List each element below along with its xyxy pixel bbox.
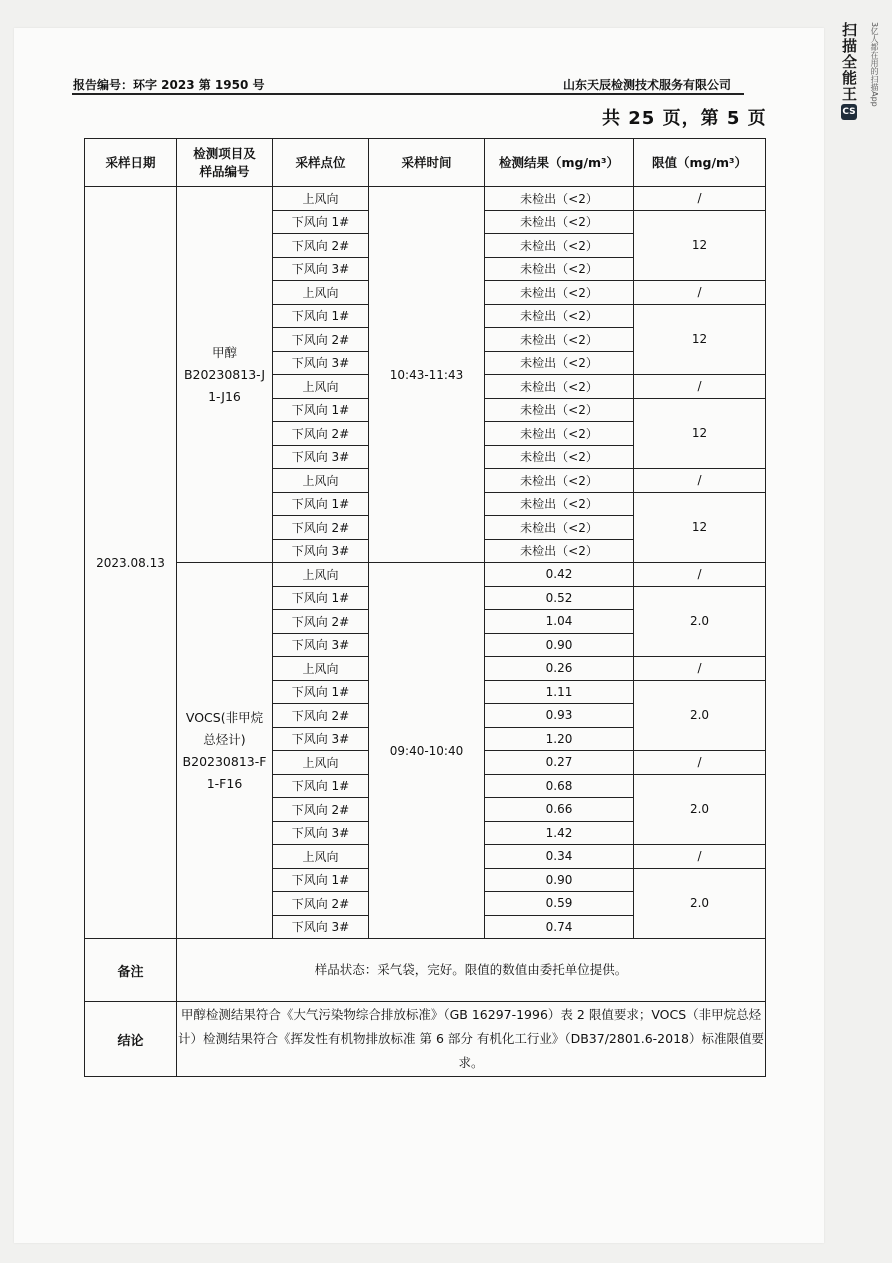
test-item xyxy=(177,187,273,563)
limit-downwind: 12 xyxy=(634,304,766,375)
sampling-time: 10:43-11:43 xyxy=(369,187,485,563)
sampling-location: 下风向 2# xyxy=(273,892,369,916)
test-result: 未检出（<2） xyxy=(485,422,634,446)
scanner-tagline: 3亿人都在用的扫描App xyxy=(870,22,879,107)
item-name: 甲醇 xyxy=(211,344,237,360)
sampling-location: 下风向 1# xyxy=(273,304,369,328)
note-text: 样品状态：采气袋，完好。限值的数值由委托单位提供。 xyxy=(177,939,766,1002)
note-label: 备注 xyxy=(85,939,177,1002)
sampling-location: 下风向 2# xyxy=(273,234,369,258)
test-result: 0.34 xyxy=(485,845,634,869)
test-result: 未检出（<2） xyxy=(485,516,634,540)
item-name-line2: 总烃计) xyxy=(203,731,246,747)
conclusion-row xyxy=(85,1002,766,1077)
sampling-location: 下风向 3# xyxy=(273,727,369,751)
table-row xyxy=(85,563,766,587)
sampling-location: 上风向 xyxy=(273,187,369,211)
sampling-location: 上风向 xyxy=(273,563,369,587)
sampling-location: 下风向 3# xyxy=(273,445,369,469)
header-item-line1: 检测项目及 xyxy=(193,145,256,161)
limit-downwind: 12 xyxy=(634,492,766,563)
limit-upwind: / xyxy=(634,375,766,399)
test-result: 0.27 xyxy=(485,751,634,775)
limit-downwind: 2.0 xyxy=(634,774,766,845)
header-limit: 限值（mg/m³） xyxy=(634,139,766,187)
test-result: 0.90 xyxy=(485,633,634,657)
sampling-location: 下风向 1# xyxy=(273,868,369,892)
note-row xyxy=(85,939,766,1002)
sampling-location: 下风向 2# xyxy=(273,422,369,446)
sampling-location: 下风向 1# xyxy=(273,680,369,704)
sampling-location: 下风向 3# xyxy=(273,633,369,657)
test-result: 1.42 xyxy=(485,821,634,845)
test-result: 1.04 xyxy=(485,610,634,634)
test-result: 0.68 xyxy=(485,774,634,798)
test-result: 未检出（<2） xyxy=(485,210,634,234)
scanner-brand: 扫描全能王 xyxy=(840,22,858,102)
test-result: 未检出（<2） xyxy=(485,351,634,375)
sampling-location: 下风向 3# xyxy=(273,821,369,845)
limit-downwind: 12 xyxy=(634,398,766,469)
conclusion-label: 结论 xyxy=(85,1002,177,1077)
report-number: 报告编号：环字 2023 第 1950 号 xyxy=(73,78,265,92)
header-location: 采样点位 xyxy=(273,139,369,187)
header-item xyxy=(177,139,273,187)
table-header-row xyxy=(85,139,766,187)
sampling-date: 2023.08.13 xyxy=(85,187,177,939)
header-item-line2: 样品编号 xyxy=(199,163,250,179)
limit-downwind: 2.0 xyxy=(634,586,766,657)
test-result: 未检出（<2） xyxy=(485,398,634,422)
test-result: 未检出（<2） xyxy=(485,187,634,211)
sampling-location: 上风向 xyxy=(273,845,369,869)
conclusion-text: 甲醇检测结果符合《大气污染物综合排放标准》（GB 16297-1996）表 2 限值要求；VOCS（非甲烷总烃计）检测结果符合《挥发性有机物排放标准 第 6 部分 有机化工行业》（DB37/2801.6-2018）标准限值要求。 xyxy=(177,1002,766,1077)
header-result: 检测结果（mg/m³） xyxy=(485,139,634,187)
cs-logo-icon: CS xyxy=(841,104,857,120)
header-divider xyxy=(72,93,744,95)
header-date: 采样日期 xyxy=(85,139,177,187)
test-result: 0.66 xyxy=(485,798,634,822)
test-result: 未检出（<2） xyxy=(485,469,634,493)
item-name-line1: VOCS(非甲烷 xyxy=(185,709,264,725)
sampling-location: 上风向 xyxy=(273,751,369,775)
limit-upwind: / xyxy=(634,281,766,305)
sampling-location: 下风向 1# xyxy=(273,586,369,610)
sampling-location: 下风向 2# xyxy=(273,610,369,634)
test-result: 0.52 xyxy=(485,586,634,610)
test-result: 0.74 xyxy=(485,915,634,939)
limit-downwind: 12 xyxy=(634,210,766,281)
test-result: 0.59 xyxy=(485,892,634,916)
table-row xyxy=(85,187,766,211)
sampling-location: 下风向 2# xyxy=(273,328,369,352)
test-result: 1.20 xyxy=(485,727,634,751)
test-result: 0.42 xyxy=(485,563,634,587)
limit-upwind: / xyxy=(634,845,766,869)
sampling-location: 下风向 3# xyxy=(273,915,369,939)
test-result: 未检出（<2） xyxy=(485,328,634,352)
header-time: 采样时间 xyxy=(369,139,485,187)
sampling-location: 下风向 3# xyxy=(273,351,369,375)
limit-upwind: / xyxy=(634,469,766,493)
limit-downwind: 2.0 xyxy=(634,868,766,939)
test-result: 未检出（<2） xyxy=(485,539,634,563)
sampling-location: 下风向 3# xyxy=(273,257,369,281)
company-name: 山东天辰检测技术服务有限公司 xyxy=(563,78,732,92)
limit-upwind: / xyxy=(634,751,766,775)
test-result: 0.26 xyxy=(485,657,634,681)
sampling-location: 上风向 xyxy=(273,281,369,305)
test-result: 0.93 xyxy=(485,704,634,728)
sample-code-line2: 1-F16 xyxy=(206,775,243,791)
page-info: 共 25 页，第 5 页 xyxy=(602,108,767,129)
test-result: 未检出（<2） xyxy=(485,304,634,328)
sampling-location: 上风向 xyxy=(273,657,369,681)
test-item xyxy=(177,563,273,939)
sampling-location: 上风向 xyxy=(273,469,369,493)
sample-code-line1: B20230813-J xyxy=(183,366,266,382)
test-result: 未检出（<2） xyxy=(485,281,634,305)
test-result: 未检出（<2） xyxy=(485,445,634,469)
sampling-location: 下风向 1# xyxy=(273,492,369,516)
limit-downwind: 2.0 xyxy=(634,680,766,751)
test-result: 未检出（<2） xyxy=(485,257,634,281)
sampling-location: 下风向 3# xyxy=(273,539,369,563)
sampling-location: 下风向 1# xyxy=(273,210,369,234)
sampling-location: 下风向 2# xyxy=(273,704,369,728)
sampling-location: 上风向 xyxy=(273,375,369,399)
test-result: 0.90 xyxy=(485,868,634,892)
sampling-time: 09:40-10:40 xyxy=(369,563,485,939)
sampling-location: 下风向 1# xyxy=(273,398,369,422)
test-result: 未检出（<2） xyxy=(485,492,634,516)
sampling-location: 下风向 2# xyxy=(273,516,369,540)
sampling-location: 下风向 2# xyxy=(273,798,369,822)
limit-upwind: / xyxy=(634,657,766,681)
test-result: 未检出（<2） xyxy=(485,375,634,399)
test-result: 1.11 xyxy=(485,680,634,704)
limit-upwind: / xyxy=(634,563,766,587)
sampling-location: 下风向 1# xyxy=(273,774,369,798)
sample-code-line1: B20230813-F xyxy=(182,753,267,769)
limit-upwind: / xyxy=(634,187,766,211)
results-table xyxy=(84,138,766,1077)
sample-code-line2: 1-J16 xyxy=(208,388,241,404)
test-result: 未检出（<2） xyxy=(485,234,634,258)
